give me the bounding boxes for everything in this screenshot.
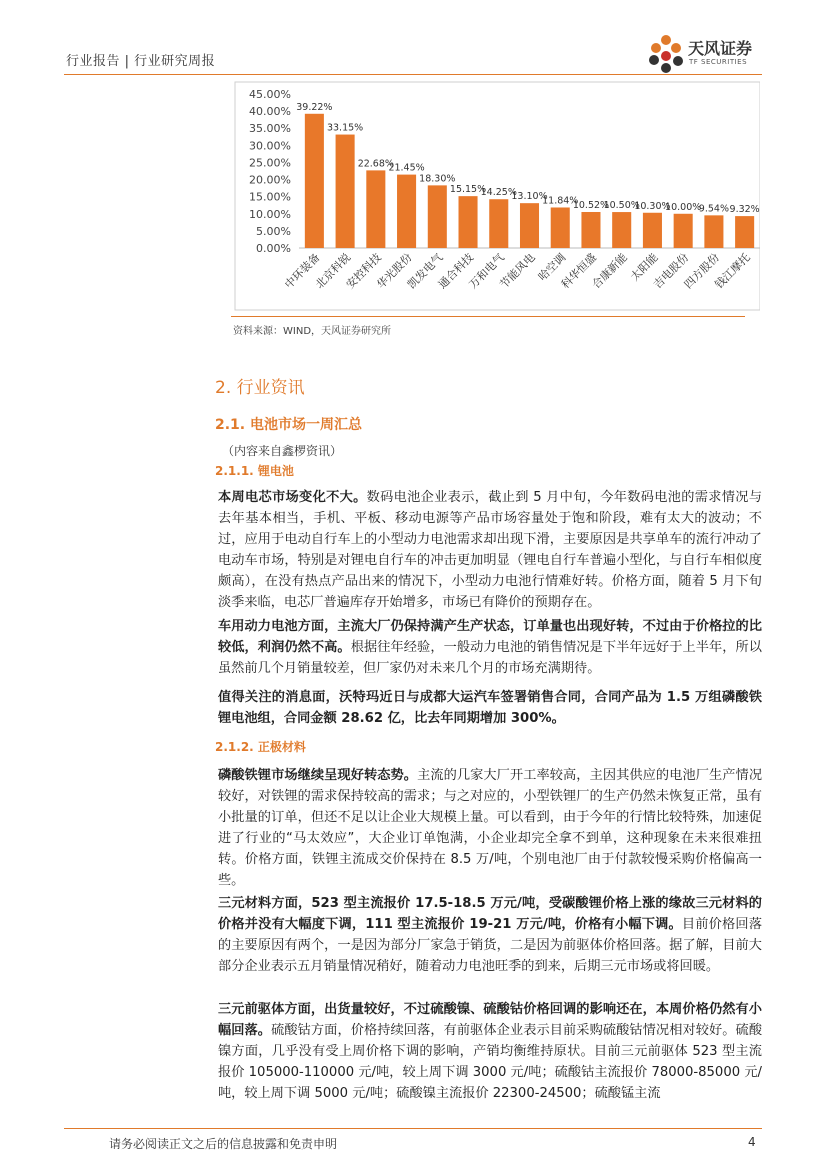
- logo-text-en: TF SECURITIES: [689, 58, 748, 66]
- data-label: 9.54%: [698, 203, 729, 215]
- heading-cathode-material: 2.1.2. 正极材料: [215, 740, 306, 754]
- x-tick-label: 太阳能: [628, 250, 661, 284]
- x-tick-label: 通合科技: [435, 250, 477, 292]
- x-tick-label: 合康新能: [589, 250, 630, 292]
- paragraph-2: [218, 616, 762, 679]
- header-divider: [64, 74, 762, 75]
- bar: [643, 213, 662, 248]
- x-tick-label: 钱江摩托: [712, 250, 753, 292]
- y-tick-label: 10.00%: [249, 207, 291, 221]
- bar: [674, 214, 693, 248]
- bar-chart: [215, 80, 760, 312]
- subsection-heading: 2.1. 电池市场一周汇总: [215, 417, 362, 433]
- paragraph-5: [218, 893, 762, 977]
- paragraph-5-lead: 三元材料方面，523 型主流报价 17.5-18.5 万元/吨，受碳酸锂价格上涨的缘故三元材料的价格并没有大幅度下调，111 型主流报价 19-21 万元/吨，价格有小幅下调。: [218, 896, 762, 932]
- x-tick-label: 四方股份: [681, 250, 723, 292]
- paragraph-4: [218, 765, 762, 891]
- data-label: 18.30%: [419, 173, 456, 185]
- x-tick-label: 安控科技: [343, 250, 384, 292]
- source-divider: [231, 316, 745, 317]
- data-label: 10.00%: [665, 201, 702, 213]
- footer-disclaimer: 请务必阅读正文之后的信息披露和免责申明: [109, 1137, 338, 1151]
- data-label: 10.50%: [603, 200, 640, 212]
- data-label: 10.52%: [572, 199, 610, 211]
- y-tick-label: 40.00%: [249, 105, 291, 119]
- bar: [428, 185, 447, 248]
- data-label: 13.10%: [511, 191, 548, 203]
- data-label: 15.15%: [449, 184, 487, 196]
- paragraph-1: [218, 487, 762, 613]
- section-heading: 2. 行业资讯: [215, 378, 305, 398]
- paragraph-3-lead: 值得关注的消息面，沃特玛近日与成都大运汽车签署销售合同，合同产品为 1.5 万组磷酸铁锂电池组，合同金额 28.62 亿，比去年同期增加 300%。: [218, 690, 762, 726]
- chart-source: 资料来源：WIND，天风证券研究所: [233, 326, 392, 337]
- logo-text-cn: 天风证券: [688, 39, 753, 58]
- bar: [581, 212, 600, 248]
- y-tick-label: 25.00%: [249, 156, 291, 170]
- source-note: （内容来自鑫椤资讯）: [222, 444, 343, 458]
- bar: [735, 216, 754, 248]
- footer-divider: [64, 1128, 762, 1129]
- bar: [336, 135, 355, 248]
- paragraph-5-body: 目前价格回落的主要原因有两个，一是因为部分厂家急于销货，二是因为前驱体价格回落。据了解，目前大部分企业表示五月销量情况稍好，随着动力电池旺季的到来，后期三元市场或将回暖。: [218, 917, 763, 974]
- data-label: 39.22%: [296, 101, 333, 113]
- bar: [612, 212, 631, 248]
- bar: [397, 175, 416, 248]
- paragraph-1-body: 数码电池企业表示，截止到 5 月中旬，今年数码电池的需求情况与去年基本相当，手机、平板、移动电源等产品市场容量处于饱和阶段，难有太大的波动；不过，应用于电动自行车上的小型动力电池需求却出现下滑，主要原因是共享单车的流行冲动了电动车市场，特别是对锂电自行车的冲击更加明显（锂电自行车普遍小型化，与自行车相似度颇高），在没有热点产品出来的情况下，小型动力电池行情难好转。价格方面，随着 5 月下旬淡季来临，电芯厂普遍库存开始增多，市场已有降价的预期存在。: [218, 490, 763, 610]
- bar: [305, 114, 324, 248]
- x-tick-label: 北京科锐: [312, 250, 354, 292]
- x-tick-label: 节能风电: [497, 250, 538, 292]
- bar: [459, 196, 478, 248]
- bar: [551, 207, 570, 248]
- y-tick-label: 0.00%: [256, 242, 291, 255]
- data-label: 10.30%: [634, 200, 671, 212]
- x-tick-label: 凯发电气: [405, 250, 446, 292]
- paragraph-6-lead: 三元前驱体方面，出货量较好，不过硫酸镍、硫酸钴价格回调的影响还在，本周价格仍然有小幅回落。: [218, 1002, 762, 1038]
- y-tick-label: 15.00%: [249, 190, 291, 204]
- y-tick-label: 45.00%: [249, 88, 291, 101]
- data-label: 14.25%: [480, 187, 517, 199]
- data-label: 21.45%: [388, 162, 425, 174]
- logo-mark-icon: [648, 34, 684, 74]
- x-tick-label: 中环装备: [282, 250, 323, 292]
- paragraph-4-body: 主流的几家大厂开工率较高，主因其供应的电池厂生产情况较好，对铁锂的需求保持较高的需求；与之对应的，小型铁锂厂的生产仍然未恢复正常，虽有小批量的订单，但还不足以让企业大规模上量。可以看到，由于今年的行情比较特殊，加速促进了行业的“马太效应”，大企业订单饱满，小企业却完全拿不到单，这种现象在未来很难扭转。价格方面，铁锂主流成交价保持在 8.5 万/吨，个别电池厂由于付款较慢采购价格偏高一些。: [218, 768, 763, 888]
- paragraph-3: [218, 687, 762, 729]
- bar: [704, 215, 723, 248]
- y-tick-label: 35.00%: [249, 122, 291, 136]
- x-tick-label: 万和电气: [466, 250, 507, 292]
- data-label: 22.68%: [357, 158, 394, 170]
- bar: [366, 170, 385, 248]
- y-tick-label: 5.00%: [256, 224, 291, 238]
- x-tick-label: 哈空调: [535, 250, 569, 284]
- paragraph-2-body: 根据往年经验，一般动力电池的销售情况是下半年远好于上半年，所以虽然前几个月销量较差，但厂家仍对未来几个月的市场充满期待。: [218, 640, 762, 676]
- x-tick-label: 吉电股份: [650, 250, 692, 292]
- company-logo: [648, 34, 768, 74]
- y-tick-label: 30.00%: [249, 139, 291, 153]
- y-tick-label: 20.00%: [249, 173, 291, 187]
- data-label: 9.32%: [729, 204, 760, 216]
- bar: [489, 199, 508, 248]
- heading-lithium-battery: 2.1.1. 锂电池: [215, 464, 294, 478]
- header-title: 行业报告 | 行业研究周报: [66, 54, 216, 69]
- paragraph-1-lead: 本周电芯市场变化不大。: [218, 490, 367, 505]
- data-label: 33.15%: [326, 122, 364, 134]
- page-number: 4: [748, 1135, 756, 1149]
- paragraph-6: [218, 999, 762, 1104]
- paragraph-4-lead: 磷酸铁锂市场继续呈现好转态势。: [218, 768, 418, 783]
- bar: [520, 203, 539, 248]
- data-label: 11.84%: [542, 195, 579, 207]
- x-tick-label: 科华恒盛: [558, 250, 600, 292]
- paragraph-6-body: 硫酸钴方面，价格持续回落，有前驱体企业表示目前采购硫酸钴情况相对较好。硫酸镍方面，几乎没有受上周价格下调的影响，产销均衡维持原状。目前三元前驱体 523 型主流报价 105000-110000 元/吨，较上周下调 3000 元/吨；硫酸钴主流报价 78000-85000 元/吨，较上周下调 5000 元/吨；硫酸镍主流报价 22300-24500；硫酸锰主流: [218, 1023, 763, 1101]
- x-tick-label: 华光股份: [374, 250, 415, 292]
- paragraph-2-lead: 车用动力电池方面，主流大厂仍保持满产生产状态，订单量也出现好转，不过由于价格拉的比较低，利润仍然不高。: [218, 619, 762, 655]
